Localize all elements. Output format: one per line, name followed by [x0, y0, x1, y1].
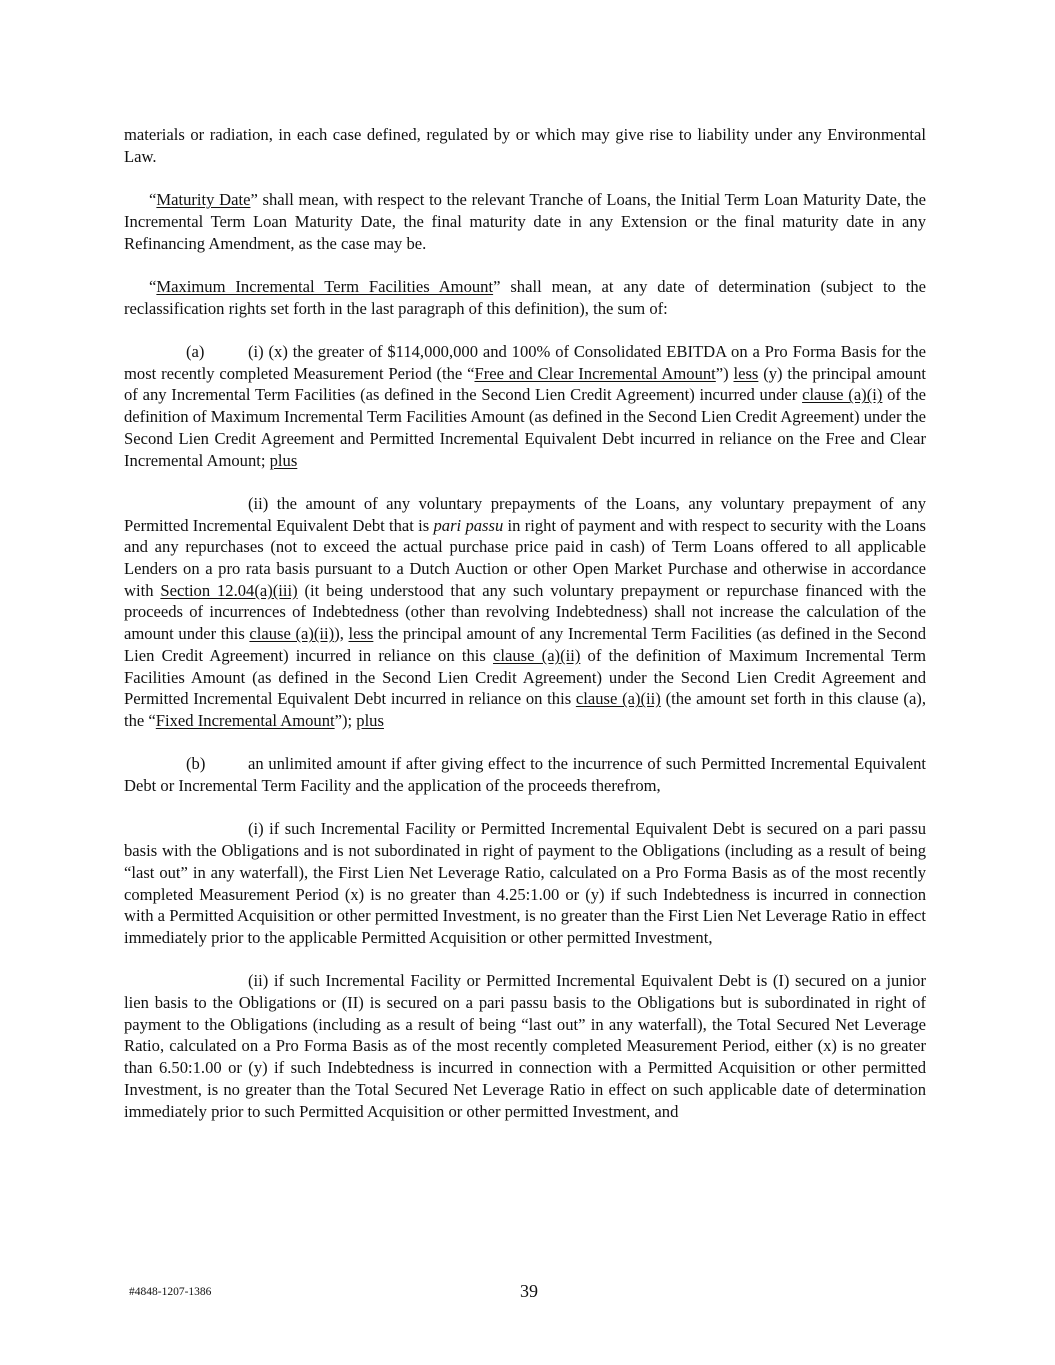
paragraph-gap [124, 319, 926, 341]
paragraph-text: materials or radiation, in each case defined, regulated by or which may give rise to liability under any Environmental Law. [124, 125, 926, 166]
clause-text: ”); [334, 710, 357, 730]
clause-reference: clause (a)(ii) [575, 689, 661, 709]
paragraph-environmental-law-continued [124, 124, 926, 167]
clause-reference: clause (a)(ii) [249, 624, 335, 644]
defined-term: Maximum Incremental Term Facilities Amount [156, 276, 494, 296]
clause-text: (ii) if such Incremental Facility or Permitted Incremental Equivalent Debt is (I) secured on a junior lien basis to the Obligations or (II) is secured on a pari passu basis to the Obligations but is subordinated in right of payment to the Obligations (including as a result of being “last out” in any waterfall), the Total Secured Net Leverage Ratio, calculated on a Pro Forma Basis as of the most recently completed Measurement Period, either (x) is no greater than 6.50:1.00 or (y) if such Indebtedness is incurred in connection with a Permitted Acquisition or other permitted Investment, is no greater than the Total Secured Net Leverage Ratio in effect on such applicable date of determination immediately prior to such Permitted Acquisition or other permitted Investment, and [124, 971, 926, 1121]
definition-text: ” shall mean, at any date of determination (subject to the reclassification rights set forth in the last paragraph of this definition), the sum of: [124, 276, 927, 318]
clause-b [124, 753, 926, 796]
clause-reference: clause (a)(ii) [493, 645, 581, 665]
paragraph-gap [124, 471, 926, 493]
defined-term: Free and Clear Incremental Amount [474, 363, 716, 383]
paragraph-gap [124, 949, 926, 971]
defined-term: Fixed Incremental Amount [155, 710, 335, 730]
paragraph-gap [124, 167, 926, 189]
clause-b-i [124, 818, 926, 948]
section-reference: Section 12.04(a)(iii) [160, 580, 298, 600]
document-body [124, 124, 926, 1122]
paragraph-gap [124, 797, 926, 819]
clause-text: ”) [715, 363, 734, 383]
page-number: 39 [520, 1281, 538, 1301]
definition-text: ” shall mean, with respect to the relevant Tranche of Loans, the Initial Term Loan Maturity Date, the Incremental Term Loan Maturity Date, the final maturity date in any Extension or the final maturity date in any Refinancing Amendment, as the case may be. [124, 190, 926, 253]
clause-text: an unlimited amount if after giving effect to the incurrence of such Permitted Incremental Equivalent Debt or Incremental Term Facility and the application of the proceeds therefrom, [124, 754, 926, 796]
clause-text: (y) the principal amount of any Incremental Term Facilities (as defined in the Second Lien Credit Agreement) incurred under [124, 363, 926, 405]
underlined-word: less [348, 624, 374, 644]
underlined-word: plus [269, 450, 298, 470]
clause-text: (it being understood that any such voluntary prepayment or repurchase financed with the proceeds of incurrences of Indebtedness (other than revolving Indebtedness) shall not increase the calculation of the amount under this [124, 580, 926, 644]
clause-text: (i) if such Incremental Facility or Permitted Incremental Equivalent Debt is secured on a pari passu basis with the Obligations and is not subordinated in right of payment to the Obligations (including as a result of being “last out” in any waterfall), the First Lien Net Leverage Ratio, calculated on a Pro Forma Basis as of the most recently completed Measurement Period (x) is no greater than 4.25:1.00 or (y) if such Indebtedness is incurred in connection with a Permitted Acquisition or other permitted Investment, is no greater than the First Lien Net Leverage Ratio in effect immediately prior to the applicable Permitted Acquisition or other permitted Investment, [124, 819, 926, 947]
underlined-word: less [733, 363, 759, 383]
paragraph-gap [124, 254, 926, 276]
clause-a [124, 341, 926, 471]
open-quote: “ [149, 190, 157, 210]
clause-reference: clause (a)(i) [802, 385, 883, 405]
clause-text: ), [334, 624, 349, 644]
clause-text: the principal amount of any Incremental Term Facilities (as defined in the Second Lien Credit Agreement) incurred in reliance on this [124, 624, 926, 665]
clause-b-ii [124, 970, 926, 1122]
underlined-word: plus [356, 710, 384, 730]
clause-text: (i) (x) the greater of $114,000,000 and 100% of Consolidated EBITDA on a Pro Forma Basis for the most recently completed Measurement Period (the “ [124, 341, 926, 383]
definition-maturity-date [124, 189, 926, 254]
clause-text: (the amount set forth in this clause (a), the “ [124, 689, 926, 730]
clause-text: (ii) the amount of any voluntary prepayments of the Loans, any voluntary prepayment of any Permitted Incremental Equivalent Debt that is [124, 493, 926, 535]
clause-a-ii [124, 493, 926, 732]
clause-text: in right of payment and with respect to security with the Loans and any repurchases (not to exceed the actual purchase price paid in cash) of Term Loans offered to all applicable Lenders on a pro rata basis pursuant to a Dutch Auction or other Open Market Purchase and otherwise in accordance with [124, 515, 926, 600]
definition-maximum-incremental-term-facilities-amount [124, 276, 926, 319]
defined-term: Maturity Date [156, 190, 251, 210]
clause-text: of the definition of Maximum Incremental Term Facilities Amount (as defined in the Second Lien Credit Agreement) under the Second Lien Credit Agreement and Permitted Incremental Equivalent Debt incurred in reliance on the Free and Clear Incremental Amount; [124, 385, 926, 470]
clause-label: (a) [186, 341, 205, 361]
italic-term: pari passu [433, 515, 504, 535]
paragraph-gap [124, 732, 926, 754]
document-id: #4848-1207-1386 [129, 1286, 212, 1298]
clause-label: (b) [186, 754, 206, 774]
open-quote: “ [149, 276, 157, 296]
clause-text: of the definition of Maximum Incremental Term Facilities Amount (as defined in the Second Lien Credit Agreement) under the Second Lien Credit Agreement and Permitted Incremental Equivalent Debt incurred in reliance on this [124, 645, 926, 709]
